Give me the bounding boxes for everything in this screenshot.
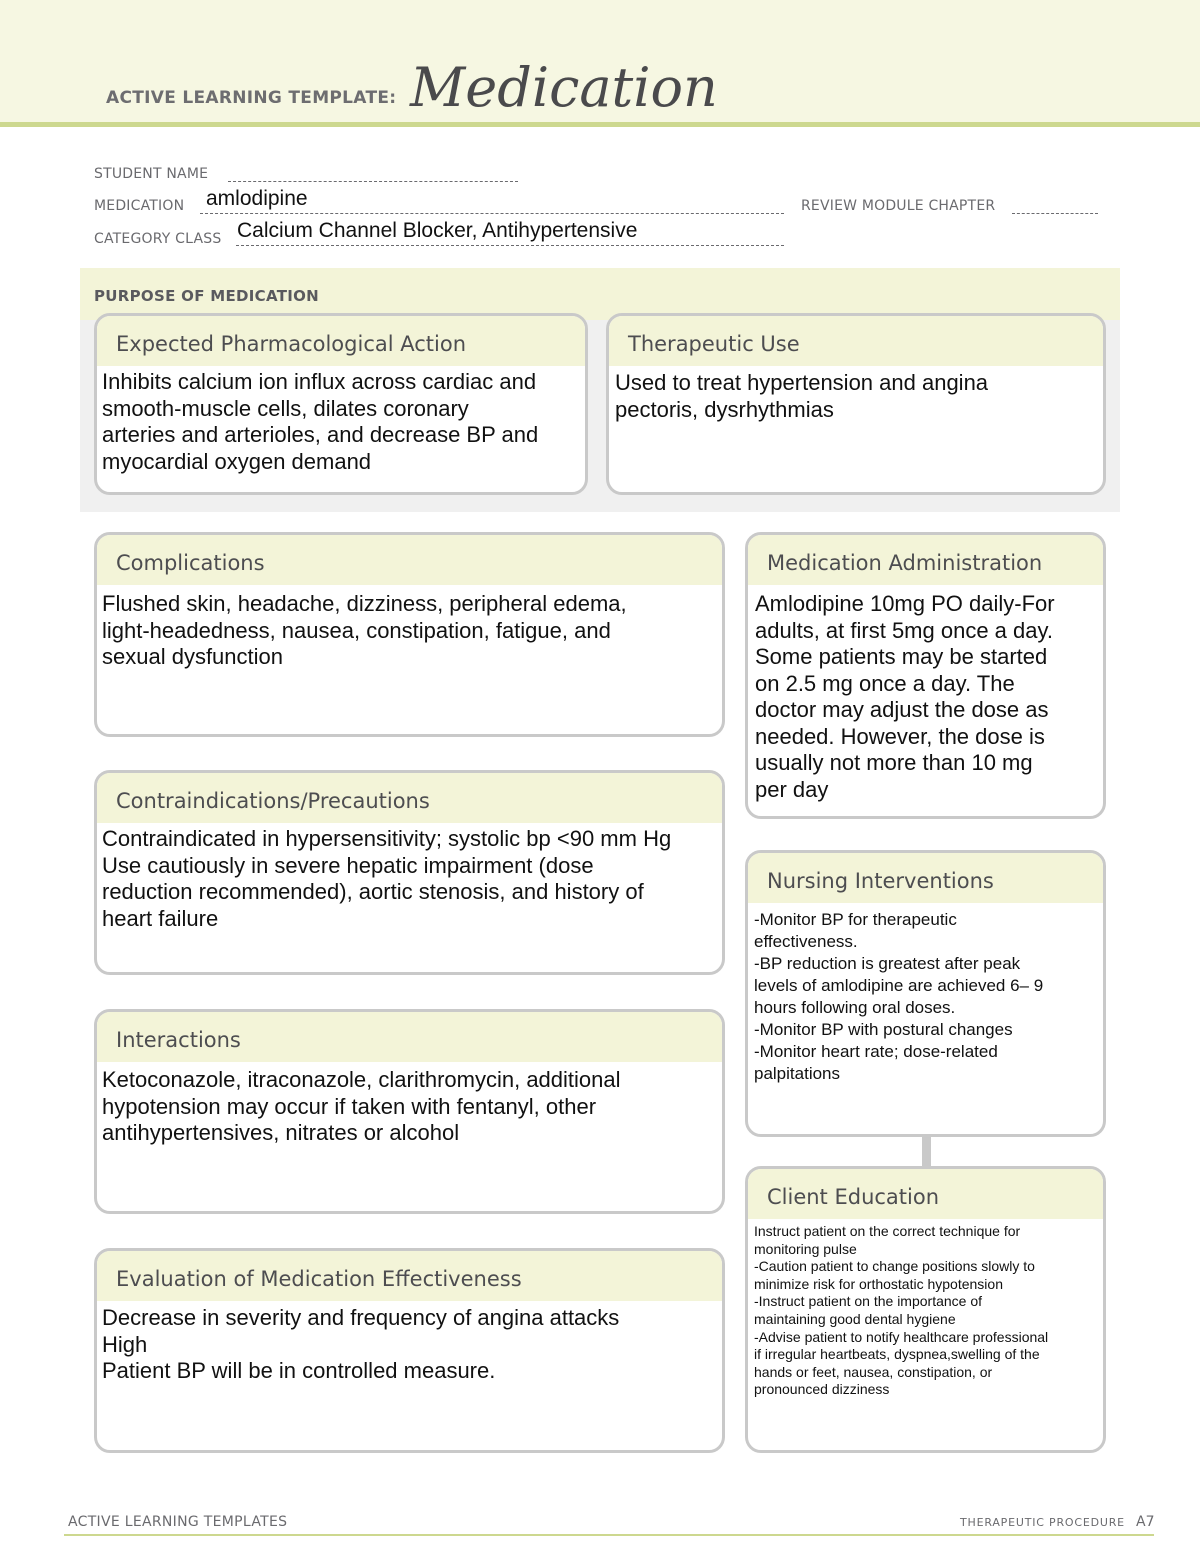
medication-field[interactable] [200,213,784,214]
complications-text[interactable]: Flushed skin, headache, dizziness, peripheral edema, light-headedness, nausea, constipation, fatigue, and sexual dysfunction [102,591,627,669]
evaluation-text[interactable]: Decrease in severity and frequency of angina attacks High Patient BP will be in controlled measure. [102,1305,620,1383]
expected-action-text[interactable]: Inhibits calcium ion influx across cardiac and smooth-muscle cells, dilates coronary arteries and arterioles, and decrease BP and myocardial oxygen demand [102,369,539,474]
student-name-label: STUDENT NAME [94,166,209,182]
contraindications-text[interactable]: Contraindicated in hypersensitivity; systolic bp <90 mm Hg Use cautiously in severe hepatic impairment (dose reduction recommended), aortic stenosis, and history of heart failure [102,826,672,931]
expected-action-box [94,313,588,495]
category-class-label: CATEGORY CLASS [94,231,222,247]
contraindications-box [94,770,725,975]
footer-rule [64,1534,1154,1536]
header-rule [0,122,1200,127]
page-number: A7 [1136,1514,1155,1530]
contraindications-title: Contraindications/Precautions [97,773,722,823]
purpose-label: PURPOSE OF MEDICATION [94,287,320,305]
administration-text[interactable]: Amlodipine 10mg PO daily-For adults, at first 5mg once a day. Some patients may be started on 2.5 mg once a day. The doctor may adjust the dose as needed. However, the dose is usually not more than 10 mg per day [755,591,1055,802]
client-education-title: Client Education [748,1169,1103,1219]
administration-title: Medication Administration [748,535,1103,585]
medication-label: MEDICATION [94,198,185,214]
interactions-title: Interactions [97,1012,722,1062]
client-education-text[interactable]: Instruct patient on the correct technique for monitoring pulse -Caution patient to change positions slowly to minimize risk for orthostatic hypotension -Instruct patient on the importance of maintaining good dental hygiene -Advise patient to notify healthcare professional if irregular heartbeats, dyspnea,swelling of the hands or feet, nausea, constipation, or pronounced dizziness [754,1223,1049,1398]
therapeutic-use-title: Therapeutic Use [609,316,1103,366]
evaluation-title: Evaluation of Medication Effectiveness [97,1251,722,1301]
expected-action-title: Expected Pharmacological Action [97,316,585,366]
box-connector [922,1136,931,1166]
footer-left: ACTIVE LEARNING TEMPLATES [68,1514,288,1530]
complications-title: Complications [97,535,722,585]
administration-box [745,532,1106,819]
evaluation-box [94,1248,725,1453]
nursing-interventions-title: Nursing Interventions [748,853,1103,903]
page-title: Medication [410,56,718,119]
student-name-field[interactable] [228,181,518,182]
therapeutic-use-box [606,313,1106,495]
review-module-field[interactable] [1012,213,1098,214]
footer-right: THERAPEUTIC PROCEDURE [960,1516,1125,1529]
medication-value: amlodipine [206,187,308,210]
interactions-box [94,1009,725,1214]
template-label: ACTIVE LEARNING TEMPLATE: [106,88,397,108]
category-class-value: Calcium Channel Blocker, Antihypertensive [237,219,638,242]
interactions-text[interactable]: Ketoconazole, itraconazole, clarithromycin, additional hypotension may occur if taken with fentanyl, other antihypertensives, nitrates or alcohol [102,1067,621,1145]
therapeutic-use-text[interactable]: Used to treat hypertension and angina pectoris, dysrhythmias [615,370,989,422]
review-module-label: REVIEW MODULE CHAPTER [801,198,996,214]
complications-box [94,532,725,737]
nursing-interventions-text[interactable]: -Monitor BP for therapeutic effectiveness. -BP reduction is greatest after peak levels of amlodipine are achieved 6– 9 hours following oral doses. -Monitor BP with postural changes -Monitor heart rate; dose-related palpitations [754,910,1044,1083]
nursing-interventions-box [745,850,1106,1137]
client-education-box [745,1166,1106,1453]
category-class-field[interactable] [236,245,784,246]
